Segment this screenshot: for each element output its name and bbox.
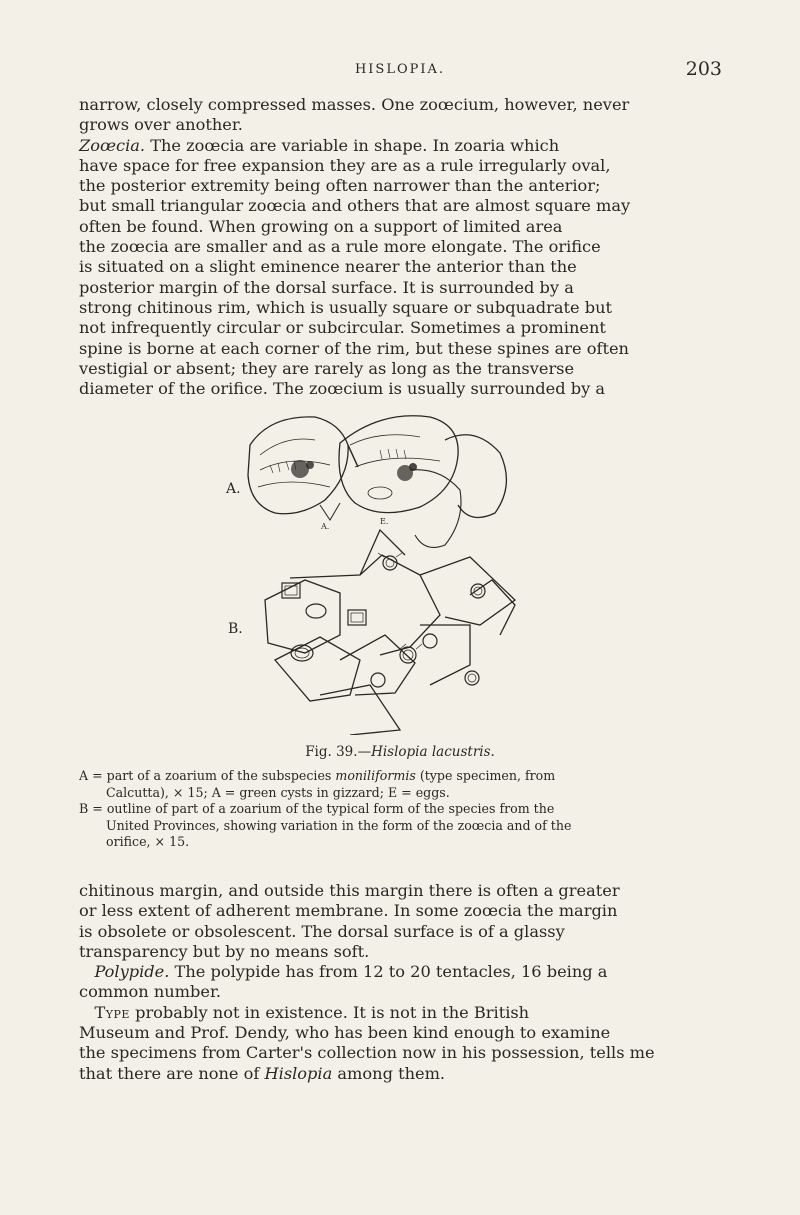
caption-fig-number: Fig. 39.—	[305, 744, 372, 760]
type-text: probably not in existence. It is not in the British	[129, 1002, 530, 1022]
figure-label-a: A.	[226, 481, 241, 497]
caption-line: orifice, × 15.	[106, 834, 190, 849]
caption-line: Calcutta), × 15; A = green cysts in gizzard; E = eggs.	[106, 784, 450, 800]
figure-label-small-a: A.	[321, 522, 330, 531]
caption-line	[79, 768, 719, 785]
figure-hislopia	[226, 395, 570, 735]
text-line: transparency but by no means soft.	[79, 941, 370, 961]
text-line: diameter of the orifice. The zoœcium is usually surrounded by a	[79, 379, 606, 399]
text-line: is obsolete or obsolescent. The dorsal surface is of a glassy	[79, 921, 565, 941]
figure-drawing	[230, 395, 570, 735]
caption-text: A = part of a zoarium of the subspecies	[79, 768, 336, 783]
caption-line: B = outline of part of a zoarium of the typical form of the species from the	[79, 801, 555, 816]
text-line	[79, 962, 719, 982]
text-line: Museum and Prof. Dendy, who has been kind enough to examine	[79, 1023, 611, 1043]
figure-caption-body	[79, 768, 719, 851]
text-line: have space for free expansion they are as a rule irregularly oval,	[79, 155, 611, 175]
genus-name: Hislopia	[264, 1063, 333, 1083]
text-line: often be found. When growing on a support of limited area	[79, 216, 563, 236]
caption-line: United Provinces, showing variation in the form of the zoœcia and of the	[106, 817, 572, 833]
text-line: vestigial or absent; they are rarely as long as the transverse	[79, 358, 575, 378]
text-line: the posterior extremity being often narrower than the anterior;	[79, 176, 601, 196]
text-line: posterior margin of the dorsal surface. It is surrounded by a	[79, 277, 574, 297]
text-line: grows over another.	[79, 115, 243, 135]
polypide-text: The polypide has from 12 to 20 tentacles, 16 being a	[169, 962, 608, 982]
page-header	[0, 0, 800, 90]
figure-caption-title	[0, 744, 800, 760]
text-line: but small triangular zoœcia and others that are almost square may	[79, 196, 631, 216]
text-line: or less extent of adherent membrane. In some zoœcia the margin	[79, 901, 618, 921]
text-line: strong chitinous rim, which is usually square or subquadrate but	[79, 297, 613, 317]
text-line: spine is borne at each corner of the rim, but these spines are often	[79, 338, 629, 358]
text-line: not infrequently circular or subcircular. Sometimes a prominent	[79, 318, 606, 338]
caption-text: (type specimen, from	[415, 768, 556, 783]
text-line: chitinous margin, and outside this margin there is often a greater	[79, 881, 620, 900]
zoecia-text: The zoœcia are variable in shape. In zoaria which	[145, 135, 560, 155]
zoarium-b-drawing	[265, 530, 515, 735]
text-line: narrow, closely compressed masses. One zoœcium, however, never	[79, 95, 630, 114]
zoarium-a-drawing	[248, 416, 506, 548]
paragraph-zoecia	[79, 95, 719, 399]
polypide-heading: Polypide.	[94, 962, 170, 982]
paragraph-polypide	[79, 881, 719, 1084]
figure-label-small-e: E.	[380, 517, 389, 526]
text-line: is situated on a slight eminence nearer the anterior than the	[79, 257, 577, 277]
caption-species: Hislopia lacustris.	[371, 744, 495, 760]
text-line: common number.	[79, 982, 222, 1002]
caption-subspecies: moniliformis	[335, 768, 416, 783]
text-line: the specimens from Carter's collection now in his possession, tells me	[79, 1043, 655, 1063]
text-fragment: among them.	[332, 1063, 446, 1083]
text-fragment: that there are none of	[79, 1063, 265, 1083]
type-heading: Type	[94, 1002, 130, 1022]
page-number: 203	[685, 58, 722, 80]
zoecia-heading: Zoœcia.	[79, 135, 146, 155]
figure-label-b: B.	[228, 621, 243, 637]
text-line	[79, 1064, 719, 1084]
text-line	[79, 1003, 719, 1023]
running-title: HISLOPIA.	[354, 62, 446, 77]
text-line: the zoœcia are smaller and as a rule more elongate. The orifice	[79, 237, 601, 257]
text-line	[79, 136, 719, 156]
